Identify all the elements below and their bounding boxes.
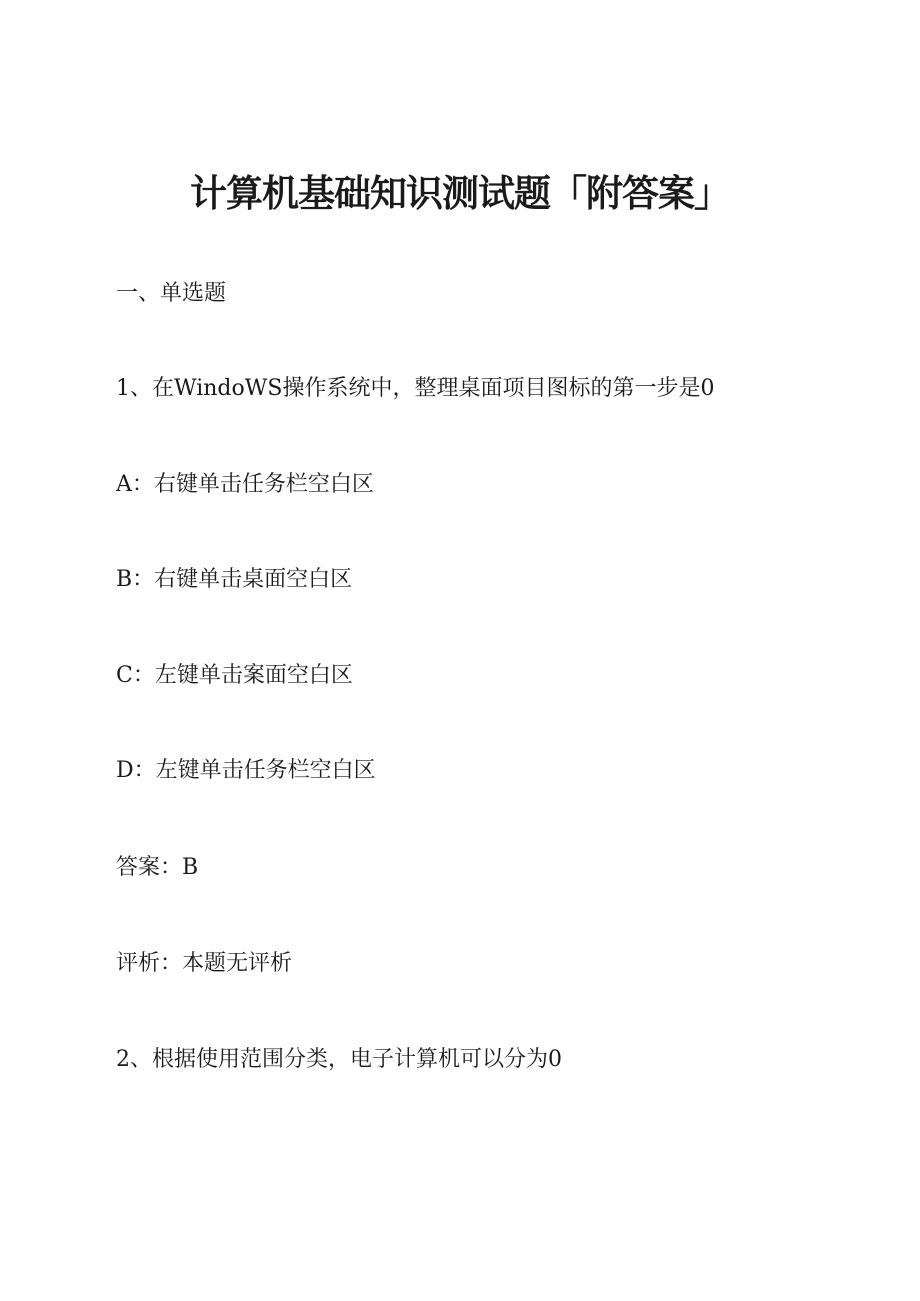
question-1-stem: 1、在WindoWS操作系统中，整理桌面项目图标的第一步是0: [116, 376, 715, 401]
question-1-option-d: D：左键单击任务栏空白区: [116, 758, 376, 783]
question-2-stem: 2、根据使用范围分类，电子计算机可以分为0: [116, 1047, 562, 1072]
section-heading: 一、单选题: [116, 281, 227, 306]
question-1-analysis: 评析：本题无评析: [116, 951, 293, 976]
question-1-option-b: B：右键单击桌面空白区: [116, 567, 353, 592]
question-1-answer: 答案：B: [116, 855, 199, 880]
question-1-option-c: C：左键单击案面空白区: [116, 663, 353, 688]
document-title: 计算机基础知识测试题「附答案」: [190, 172, 730, 215]
question-1-option-a: A：右键单击任务栏空白区: [116, 472, 374, 497]
